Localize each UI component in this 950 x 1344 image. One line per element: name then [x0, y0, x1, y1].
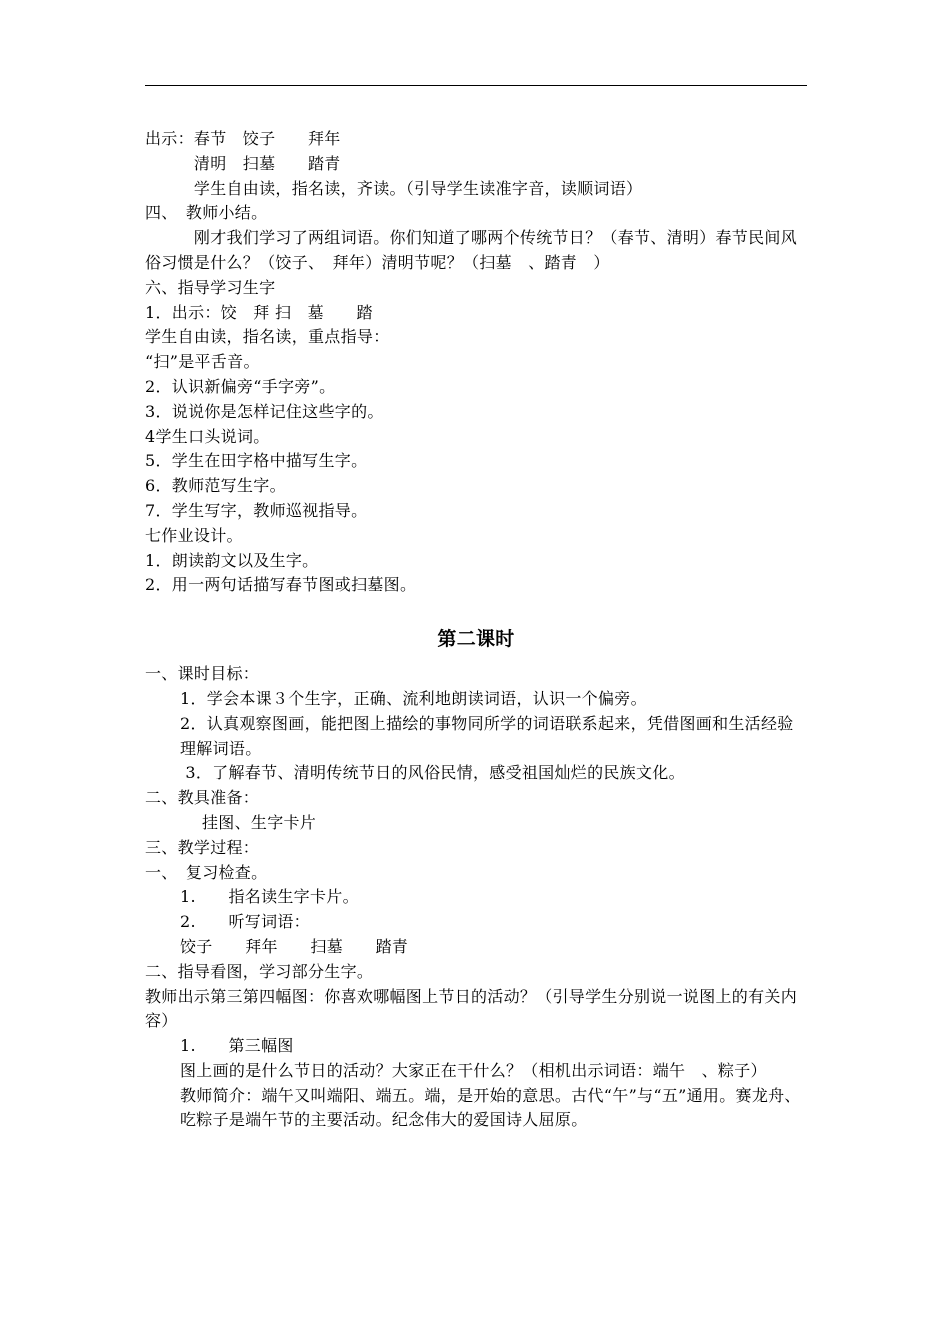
review-words: 饺子 拜年 扫墓 踏青: [180, 936, 409, 956]
text-paragraph: 刚才我们学习了两组词语。你们知道了哪两个传统节日？（春节、清明）春节民间风俗习惯是什么？（饺子、 拜年）清明节呢？（扫墓 、踏青 ）: [145, 228, 798, 272]
objective-item: 2．认真观察图画，能把图上描绘的事物同所学的词语联系起来，凭借图画和生活经验理解词语。: [180, 713, 794, 758]
document-body: [145, 127, 807, 1133]
picture-intro: 教师简介：端午又叫端阳、端五。端，是开始的意思。古代“午”与“五”通用。赛龙舟、吃粽子是端午节的主要活动。纪念伟大的爱国诗人屈原。: [180, 1085, 801, 1130]
text-line: 3．说说你是怎样记住这些字的。: [145, 401, 384, 421]
text-line: 六、指导学习生字: [145, 277, 276, 297]
guide-heading: 二、指导看图，学习部分生字。: [145, 961, 374, 981]
text-line: 七作业设计。: [145, 525, 243, 545]
text-line: 5．学生在田字格中描写生字。: [145, 451, 368, 471]
objective-item: 3．了解春节、清明传统节日的风俗民情，感受祖国灿烂的民族文化。: [180, 763, 685, 783]
text-line: 学生自由读，指名读，重点指导：: [145, 327, 390, 347]
header-rule: [145, 85, 807, 86]
picture-item: 1. 第三幅图: [180, 1036, 294, 1056]
text-line: “扫”是平舌音。: [145, 352, 260, 372]
text-line: 2．认识新偏旁“手字旁”。: [145, 376, 336, 396]
text-line: 1．朗读韵文以及生字。: [145, 550, 319, 570]
picture-question: 图上画的是什么节日的活动？大家正在干什么？（相机出示词语：端午 、粽子）: [180, 1060, 767, 1080]
review-heading: 一、 复习检查。: [145, 862, 268, 882]
text-line: 6．教师范写生字。: [145, 476, 286, 496]
tools-item: 挂图、生字卡片: [202, 812, 317, 832]
text-line: 4学生口头说词。: [145, 426, 270, 446]
text-line: 四、 教师小结。: [145, 203, 268, 223]
review-item: 2. 听写词语：: [180, 912, 310, 932]
text-line: 7．学生写字，教师巡视指导。: [145, 500, 368, 520]
review-item: 1. 指名读生字卡片。: [180, 887, 359, 907]
text-line: 清明 扫墓 踏青: [145, 153, 341, 173]
objectives-heading: 一、课时目标：: [145, 664, 260, 684]
text-line: 学生自由读，指名读，齐读。（引导学生读准字音，读顺词语）: [145, 178, 643, 198]
objective-item: 1．学会本课３个生字，正确、流利地朗读词语，认识一个偏旁。: [180, 688, 647, 708]
text-line: 1．出示：饺 拜 扫 墓 踏: [145, 302, 373, 322]
guide-intro: 教师出示第三第四幅图：你喜欢哪幅图上节日的活动？（引导学生分别说一说图上的有关内容）: [145, 986, 798, 1031]
text-line: 2．用一两句话描写春节图或扫墓图。: [145, 575, 417, 595]
process-heading: 三、教学过程：: [145, 837, 260, 857]
text-line: 出示：春节 饺子 拜年: [145, 129, 341, 148]
tools-heading: 二、教具准备：: [145, 788, 260, 808]
section-title: 第二课时: [437, 628, 515, 651]
